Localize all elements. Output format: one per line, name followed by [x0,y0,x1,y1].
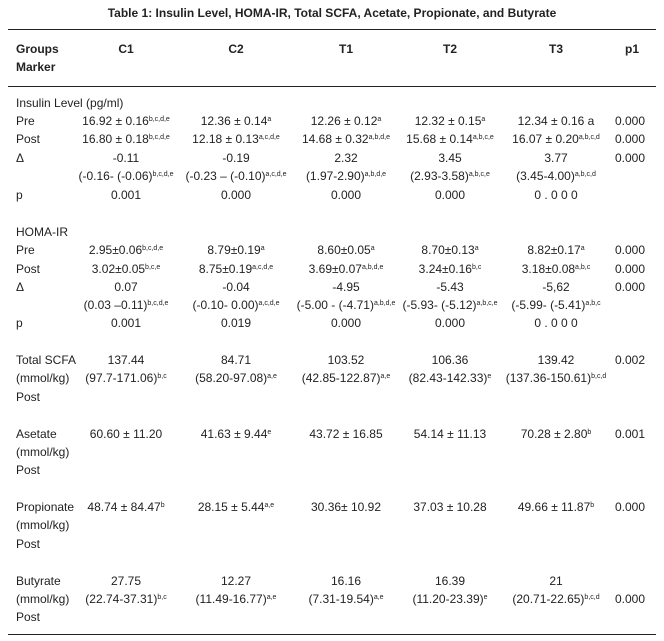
cell-value: (2.93-3.58) [410,169,469,183]
cell-value: 8.75±0.19 [198,262,253,276]
homa-p-t2: 0.000 [434,316,466,330]
homa-delta-p1: 0.000 [614,280,646,294]
butyrate-range-t2 [412,592,487,606]
cell-value: 16.80 ± 0.18 [82,132,149,146]
butyrate-c1: 27.75 [110,574,142,588]
superscript-marker: b,c [471,264,482,271]
superscript-marker: b,c [157,594,167,601]
homa-delta-t2: -5.43 [436,280,464,294]
superscript-marker: e [483,594,488,601]
homa-post-label: Post [16,262,41,276]
superscript-marker: a [580,245,585,252]
header-p1: p1 [624,42,640,56]
cell-value: (3.45-4.00) [516,169,575,183]
cell-value: 28.15 ± 5.44 [197,500,265,514]
homa-post-t3 [522,262,590,276]
scfa-label-3: Post [16,390,41,404]
scfa-t3: 139.42 [537,353,575,367]
butyrate-label-3: Post [16,610,41,624]
propionate-label-3: Post [16,537,41,551]
header-groups: Groups [16,42,59,56]
superscript-marker: a,c,d,e [252,264,274,271]
cell-value: (-0.10- 0.00) [192,298,259,312]
superscript-marker: a,b,c,d [578,134,600,141]
superscript-marker: b,c,d,e [152,171,174,178]
cell-value: (-0.23 – (-0.10) [185,169,266,183]
bottom-rule [8,634,656,635]
superscript-marker: a,e [373,594,384,601]
superscript-marker: a,b,c,e [472,134,494,141]
scfa-c1: 137.44 [107,353,145,367]
superscript-marker: a,b,d,e [368,134,391,141]
acetate-t3 [521,427,592,441]
scfa-range-t3 [506,371,607,385]
superscript-marker: a [377,116,382,123]
cell-value: 3.18±0.08 [521,262,576,276]
insulin-post-t2 [406,132,494,146]
butyrate-p1: 0.000 [614,592,646,606]
cell-value: (1.97-2.90) [305,169,365,183]
top-rule [8,29,656,30]
superscript-marker: a,b,d,e [361,264,384,271]
header-t3: T3 [548,42,564,56]
homa-delta-t1: -4.95 [332,280,360,294]
homa-pre-c2 [207,243,264,257]
insulin-pre-label: Pre [16,114,35,128]
superscript-marker: b,c,d,e [147,300,169,307]
scfa-t2: 106.36 [431,353,469,367]
cell-value: (58.20-97.08) [195,371,268,385]
superscript-marker: b,c [157,373,167,380]
superscript-marker: a [481,116,486,123]
insulin-post-p1: 0.000 [614,132,646,146]
cell-value: (-5.00 - (-4.71) [296,298,374,312]
acetate-label-1: Asetate [16,427,57,441]
header-t1: T1 [338,42,354,56]
propionate-t3 [518,500,594,514]
insulin-pre-p1: 0.000 [614,114,646,128]
acetate-t2: 54.14 ± 11.13 [413,427,487,441]
homa-p-label: p [16,316,23,330]
cell-value: (137.36-150.61) [505,371,592,385]
insulin-post-t1 [302,132,390,146]
insulin-pre-t2 [415,114,486,128]
superscript-marker: b [160,502,165,509]
homa-delta-c1: 0.07 [114,280,138,294]
cell-value: (0.03 –0.11) [83,298,148,312]
insulin-p-t3: 0 . 0 0 0 [534,188,578,202]
superscript-marker: a,b,d,e [373,300,396,307]
homa-p-t1: 0.000 [330,316,362,330]
homa-section-label: HOMA-IR [16,225,68,239]
insulin-post-label: Post [16,132,41,146]
cell-value: 8.60±0.05 [317,243,371,257]
propionate-c2 [198,500,274,514]
butyrate-c2: 12.27 [220,574,252,588]
cell-value: (7.31-19.54) [308,592,374,606]
cell-value: 12.18 ± 0.13 [192,132,259,146]
insulin-pre-t3: 12.34 ± 0.16 a [517,114,595,128]
insulin-range-t1 [306,169,386,183]
homa-p-c1: 0.001 [110,316,142,330]
homa-pre-t1 [317,243,374,257]
header-c2: C2 [228,42,244,56]
acetate-t1: 43.72 ± 16.85 [309,427,383,441]
scfa-label-1: Total SCFA [16,353,77,367]
superscript-marker: b,c,d,e [142,245,164,252]
acetate-label-2: (mmol/kg) [16,445,70,459]
insulin-pre-c2 [201,114,272,128]
superscript-marker: a,b,c [585,300,601,307]
header-marker: Marker [16,60,56,74]
superscript-marker: a,b,c,e [476,300,498,307]
insulin-pre-t1 [311,114,382,128]
cell-value: 14.68 ± 0.32 [301,132,369,146]
insulin-p-t1: 0.000 [330,188,362,202]
acetate-p1: 0.001 [614,427,646,441]
scfa-range-c2 [195,371,277,385]
scfa-label-2: (mmol/kg) [16,371,70,385]
insulin-delta-t1: 2.32 [334,151,358,165]
cell-value: 3.69±0.07 [308,262,362,276]
butyrate-range-c1 [85,592,166,606]
cell-value: 8.79±0.19 [207,243,261,257]
insulin-p-c1: 0.001 [110,188,142,202]
insulin-delta-label: Δ [16,151,25,165]
cell-value: 3.24±0.16 [418,262,472,276]
superscript-marker: a,e [380,373,391,380]
superscript-marker: b [587,429,592,436]
homa-range-t1 [297,298,396,312]
butyrate-t3: 21 [549,574,563,588]
superscript-marker: a,c,d,e [258,300,280,307]
homa-range-t2 [402,298,497,312]
butyrate-range-t3 [512,592,599,606]
butyrate-range-t1 [308,592,383,606]
superscript-marker: a,e [266,594,277,601]
cell-value: 12.36 ± 0.14 [200,114,268,128]
superscript-marker: a,b,c [575,264,591,271]
insulin-range-t3 [516,169,596,183]
butyrate-range-c2 [196,592,277,606]
superscript-marker: a,c,d,e [265,171,287,178]
propionate-label-1: Propionate [16,500,75,514]
superscript-marker: b,c,d [591,373,607,380]
scfa-p1: 0.002 [614,353,646,367]
cell-value: (11.49-16.77) [195,592,267,606]
superscript-marker: a,b,c,e [468,171,490,178]
superscript-marker: a,e [267,373,277,380]
cell-value: (20.71-22.65) [512,592,585,606]
superscript-marker: b,c,d [584,594,600,601]
insulin-delta-t2: 3.45 [438,151,462,165]
superscript-marker: b [590,502,595,509]
butyrate-t1: 16.16 [330,574,362,588]
cell-value: 41.63 ± 9.44 [200,427,268,441]
cell-value: (82.43-142.33) [408,371,488,385]
insulin-delta-t3: 3.77 [544,151,568,165]
homa-pre-label: Pre [16,243,35,257]
cell-value: 3.02±0.05 [91,262,146,276]
insulin-range-t2 [410,169,490,183]
cell-value: 16.07 ± 0.20 [512,132,579,146]
superscript-marker: a [474,245,479,252]
propionate-p1: 0.000 [614,500,646,514]
scfa-range-t1 [302,371,390,385]
homa-pre-c1 [89,243,163,257]
header-rule [8,86,656,87]
butyrate-label-1: Butyrate [16,574,61,588]
acetate-c1: 60.60 ± 11.20 [89,427,163,441]
homa-range-t3 [511,298,600,312]
insulin-delta-p1: 0.000 [614,151,646,165]
cell-value: 49.66 ± 11.87 [517,500,591,514]
cell-value: (11.20-23.39) [412,592,484,606]
homa-delta-t3: -5,62 [542,280,570,294]
table-title: Table 1: Insulin Level, HOMA-IR, Total SCFA, Acetate, Propionate, and Butyrate [107,6,557,20]
homa-post-t2 [419,262,482,276]
insulin-section-label: Insulin Level (pg/ml) [16,96,124,110]
cell-value: 16.92 ± 0.16 [82,114,149,128]
cell-value: 12.32 ± 0.15 [414,114,482,128]
superscript-marker: a [260,245,265,252]
insulin-post-c1 [82,132,170,146]
insulin-p-t2: 0.000 [434,188,466,202]
propionate-t2: 37.03 ± 10.28 [413,500,487,514]
superscript-marker: a [267,116,272,123]
superscript-marker: a [370,245,375,252]
cell-value: (-0.16- (-0.06) [78,169,153,183]
homa-post-t1 [309,262,384,276]
butyrate-t2: 16.39 [434,574,466,588]
homa-p-c2: 0.019 [220,316,252,330]
superscript-marker: b,c,d,e [148,134,170,141]
cell-value: 2.95±0.06 [88,243,143,257]
insulin-delta-c2: -0.19 [222,151,250,165]
scfa-range-c1 [85,371,166,385]
superscript-marker: e [487,373,492,380]
homa-range-c2 [192,298,279,312]
propionate-t1: 30.36± 10.92 [311,500,381,514]
cell-value: 15.68 ± 0.14 [406,132,473,146]
scfa-range-t2 [409,371,492,385]
homa-pre-t2 [421,243,478,257]
header-c1: C1 [118,42,134,56]
superscript-marker: b,c,d,e [148,116,170,123]
cell-value: (97.7-171.06) [85,371,158,385]
cell-value: 48.74 ± 84.47 [87,500,161,514]
homa-delta-c2: -0.04 [222,280,250,294]
cell-value: (-5.93- (-5.12) [402,298,477,312]
cell-value: (22.74-37.31) [85,592,158,606]
insulin-p-label: p [16,188,23,202]
scfa-t1: 103.52 [327,353,365,367]
superscript-marker: a,b,d,e [364,171,387,178]
cell-value: 8.82±0.17 [527,243,581,257]
homa-pre-p1: 0.000 [614,243,646,257]
butyrate-label-2: (mmol/kg) [16,592,70,606]
propionate-c1 [87,500,164,514]
cell-value: 8.70±0.13 [421,243,475,257]
cell-value: (42.85-122.87) [301,371,381,385]
acetate-label-3: Post [16,463,41,477]
insulin-post-c2 [192,132,280,146]
homa-delta-label: Δ [16,280,25,294]
cell-value: (-5.99- (-5.41) [511,298,586,312]
acetate-c2 [201,427,272,441]
insulin-post-t3 [512,132,600,146]
cell-value: 12.26 ± 0.12 [310,114,378,128]
scfa-c2: 84.71 [220,353,252,367]
homa-post-c1 [92,262,160,276]
cell-value: 70.28 ± 2.80 [520,427,588,441]
insulin-range-c1 [78,169,173,183]
superscript-marker: e [267,429,272,436]
propionate-label-2: (mmol/kg) [16,518,70,532]
superscript-marker: a,c,d,e [258,134,280,141]
insulin-range-c2 [185,169,286,183]
superscript-marker: a,b,c,d [574,171,596,178]
homa-range-c1 [84,298,169,312]
header-t2: T2 [442,42,458,56]
homa-pre-t3 [527,243,584,257]
homa-post-c2 [199,262,273,276]
superscript-marker: a,e [264,502,275,509]
insulin-delta-c1: -0.11 [112,151,140,165]
homa-post-p1: 0.000 [614,262,646,276]
insulin-pre-c1 [82,114,170,128]
insulin-p-c2: 0.000 [220,188,252,202]
homa-p-t3: 0 . 0 0 0 [534,316,578,330]
superscript-marker: b,c,e [145,264,161,271]
